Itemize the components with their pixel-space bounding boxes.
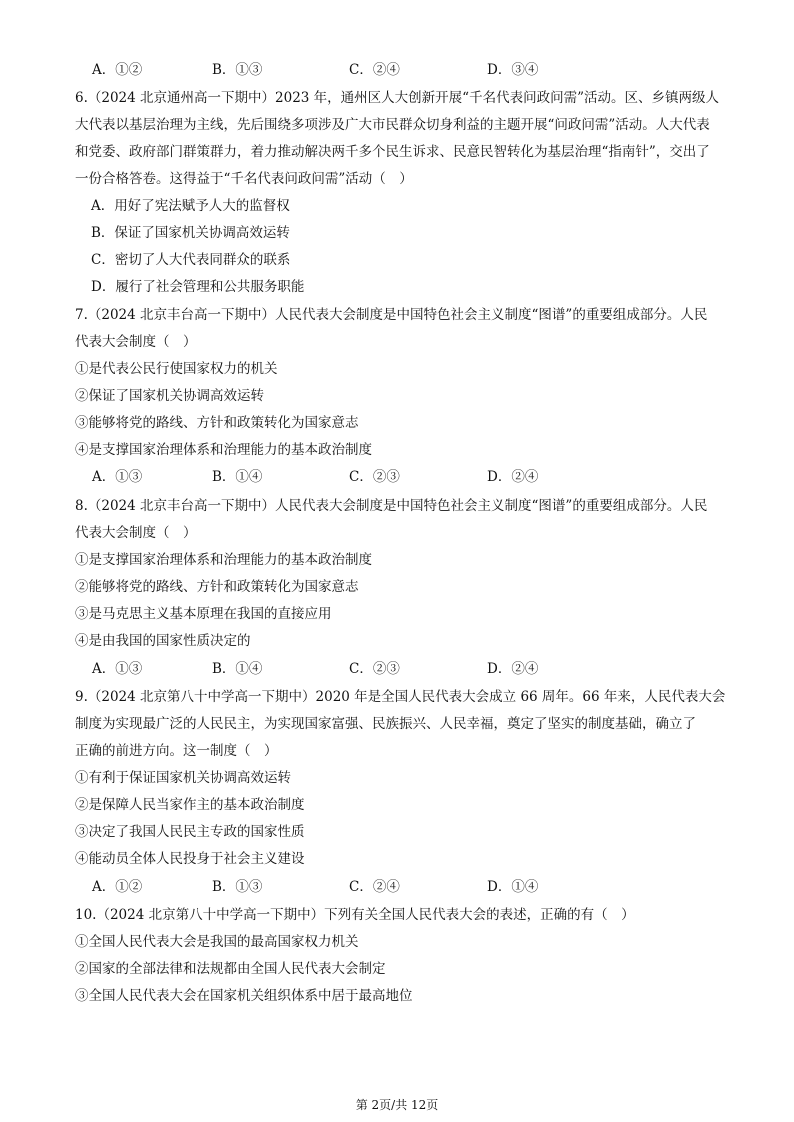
q8-stem-line-1: 8.（2024 北京丰台高一下期中）人民代表大会制度是中国特色社会主义制度“图谱”的重要组成部分。人民	[75, 498, 708, 514]
option-b: B．①③	[212, 62, 263, 78]
option-b: B．①③	[212, 879, 263, 895]
q8-statement-1: ①是支撑国家治理体系和治理能力的基本政治制度	[75, 552, 372, 568]
q10-statement-3: ③全国人民代表大会在国家机关组织体系中居于最高地位	[75, 988, 413, 1004]
option-a: A．①②	[92, 879, 143, 895]
q6-stem-line-3: 和党委、政府部门群策群力，着力推动解决两千多个民生诉求、民意民智转化为基层治理“指南针”，交出了	[75, 144, 710, 160]
q6-stem-line-1: 6.（2024 北京通州高一下期中）2023 年，通州区人大创新开展“千名代表问政问需”活动。区、乡镇两级人	[75, 90, 719, 106]
q9-statement-3: ③决定了我国人民民主专政的国家性质	[75, 824, 305, 840]
q6-stem-line-4: 一份合格答卷。这得益于“千名代表问政问需”活动（ ）	[75, 171, 413, 187]
q10-stem-line-1: 10.（2024 北京第八十中学高一下期中）下列有关全国人民代表大会的表述，正确的有（ ）	[75, 907, 635, 923]
page-footer: 第 2页/共 12页	[355, 1098, 439, 1112]
q5-options	[92, 61, 652, 79]
q8-stem-line-2: 代表大会制度（ ）	[75, 525, 197, 541]
q9-stem-line-2: 制度为实现最广泛的人民民主，为实现国家富强、民族振兴、人民幸福，奠定了坚实的制度基础，确立了	[75, 716, 696, 732]
q7-statement-4: ④是支撑国家治理体系和治理能力的基本政治制度	[75, 442, 372, 458]
q8-statement-4: ④是由我国的国家性质决定的	[75, 633, 251, 649]
q8-statement-3: ③是马克思主义基本原理在我国的直接应用	[75, 606, 332, 622]
q6-choice-c: C．密切了人大代表同群众的联系	[91, 252, 291, 268]
q8-statement-2: ②能够将党的路线、方针和政策转化为国家意志	[75, 579, 359, 595]
q7-statement-2: ②保证了国家机关协调高效运转	[75, 388, 264, 404]
q9-statement-4: ④能动员全体人民投身于社会主义建设	[75, 851, 305, 867]
option-a: A．①③	[92, 661, 143, 677]
q9-stem-line-1: 9.（2024 北京第八十中学高一下期中）2020 年是全国人民代表大会成立 66 周年。66 年来，人民代表大会	[75, 689, 726, 705]
q7-options	[92, 468, 652, 486]
option-d: D．①④	[487, 879, 539, 895]
q7-stem-line-1: 7.（2024 北京丰台高一下期中）人民代表大会制度是中国特色社会主义制度“图谱”的重要组成部分。人民	[75, 307, 708, 323]
q8-options	[92, 660, 652, 678]
q10-statement-1: ①全国人民代表大会是我国的最高国家权力机关	[75, 934, 359, 950]
q6-choice-d: D．履行了社会管理和公共服务职能	[91, 279, 305, 295]
option-b: B．①④	[212, 661, 263, 677]
q9-stem-line-3: 正确的前进方向。这一制度（ ）	[75, 743, 278, 759]
option-c: C．②④	[349, 62, 400, 78]
q7-statement-1: ①是代表公民行使国家权力的机关	[75, 361, 278, 377]
option-d: D．②④	[487, 661, 539, 677]
option-d: D．③④	[487, 62, 539, 78]
option-a: A．①②	[92, 62, 143, 78]
q10-statement-2: ②国家的全部法律和法规都由全国人民代表大会制定	[75, 961, 386, 977]
option-d: D．②④	[487, 469, 539, 485]
q6-stem-line-2: 大代表以基层治理为主线，先后围绕多项涉及广大市民群众切身利益的主题开展“问政问需”活动。人大代表	[75, 117, 710, 133]
q6-choice-a: A．用好了宪法赋予人大的监督权	[91, 198, 290, 214]
q7-statement-3: ③能够将党的路线、方针和政策转化为国家意志	[75, 415, 359, 431]
q7-stem-line-2: 代表大会制度（ ）	[75, 334, 197, 350]
q9-options	[92, 878, 652, 896]
q9-statement-1: ①有利于保证国家机关协调高效运转	[75, 770, 291, 786]
option-b: B．①④	[212, 469, 263, 485]
option-c: C．②③	[349, 661, 400, 677]
q6-choice-b: B．保证了国家机关协调高效运转	[91, 225, 290, 241]
option-c: C．②③	[349, 469, 400, 485]
option-c: C．②④	[349, 879, 400, 895]
option-a: A．①③	[92, 469, 143, 485]
q9-statement-2: ②是保障人民当家作主的基本政治制度	[75, 797, 305, 813]
